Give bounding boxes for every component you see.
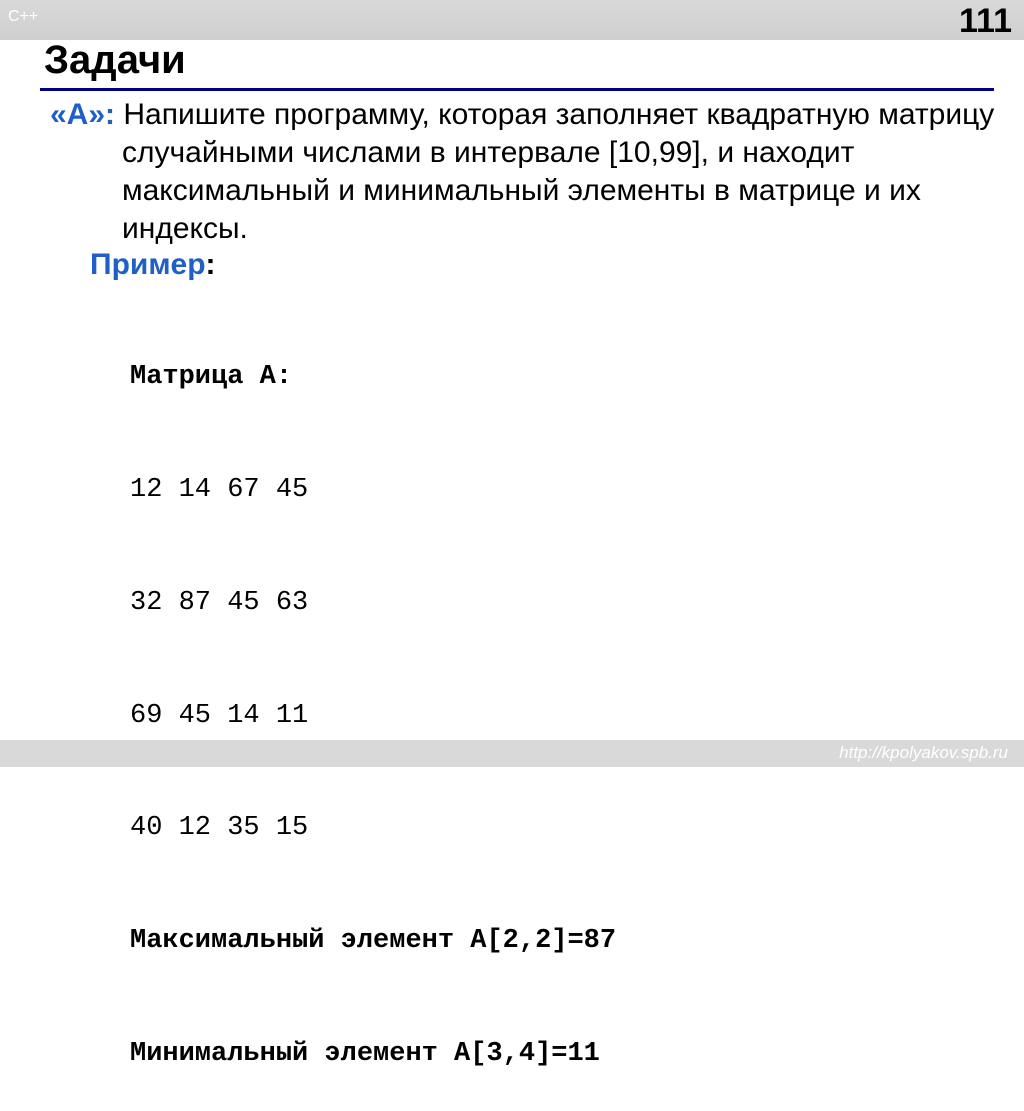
example-label-text: Пример (90, 248, 206, 281)
min-element-line: Минимальный элемент A[3,4]=11 (130, 1038, 600, 1069)
example-label (90, 248, 216, 282)
slide-number: 111 (959, 2, 1012, 40)
slide-title: Задачи (44, 38, 186, 82)
matrix-row-2: 32 87 45 63 (130, 587, 309, 618)
task-description (50, 96, 1022, 248)
matrix-row-4: 40 12 35 15 (130, 813, 309, 844)
task-tag: «A»: (50, 98, 116, 131)
bottom-bar (0, 740, 1024, 767)
example-output (130, 284, 616, 1111)
matrix-row-1: 12 14 67 45 (130, 474, 309, 505)
max-element-line: Максимальный элемент A[2,2]=87 (130, 926, 617, 957)
title-divider (40, 88, 994, 91)
course-label: C++ (8, 8, 39, 25)
matrix-row-3: 69 45 14 11 (130, 700, 309, 731)
site-url: http://kpolyakov.spb.ru (839, 743, 1008, 762)
top-bar (0, 0, 1024, 40)
matrix-title: Матрица А: (130, 362, 293, 393)
example-label-colon: : (205, 248, 216, 281)
task-text: Напишите программу, которая заполняет квадратную матрицу случайными числами в интервале [10,99], и находит максимальный и минимальный элементы в матрице и их индексы. (122, 98, 995, 245)
